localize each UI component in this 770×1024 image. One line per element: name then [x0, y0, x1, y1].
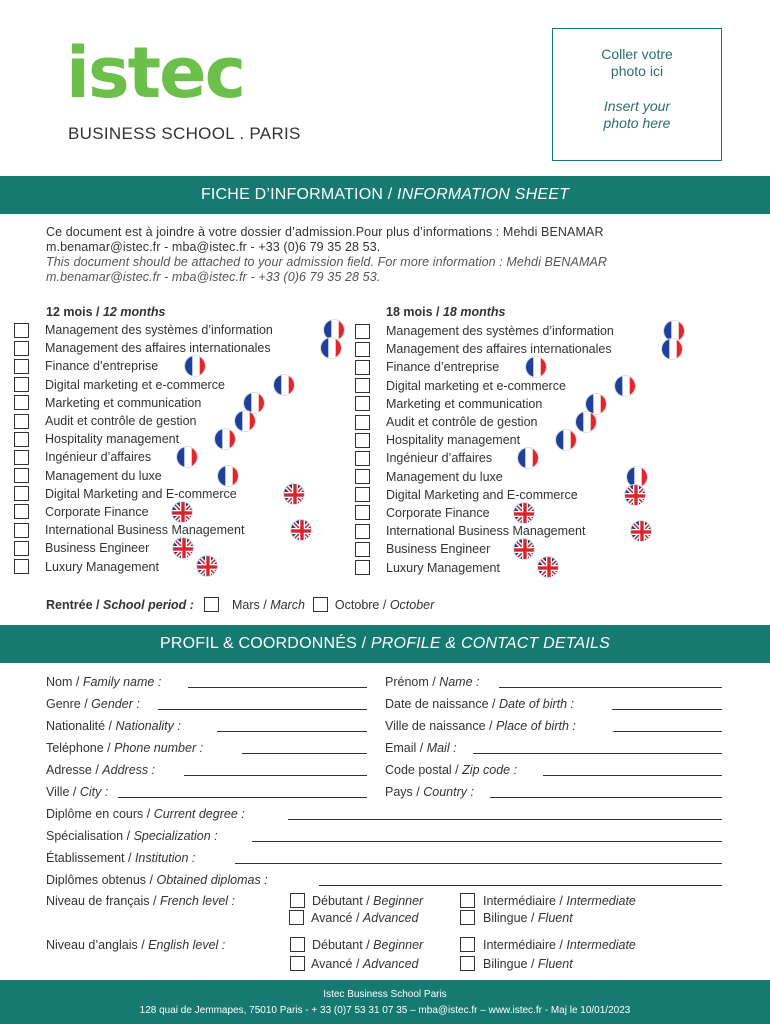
france-flag-icon — [214, 428, 236, 450]
zip-code-input[interactable] — [543, 775, 722, 776]
m18-program-label: Audit et contrôle de gestion — [386, 415, 538, 430]
zip-code-label: Code postal / Zip code : — [385, 763, 518, 777]
m12-program-checkbox[interactable] — [14, 323, 29, 338]
programs-12-list — [14, 321, 354, 576]
current-degree-input[interactable] — [288, 819, 722, 820]
m18-program-row[interactable] — [355, 358, 695, 376]
m12-program-checkbox[interactable] — [14, 523, 29, 538]
m12-program-label: Management du luxe — [45, 468, 162, 483]
m12-program-label: Luxury Management — [45, 559, 159, 574]
m12-program-checkbox[interactable] — [14, 486, 29, 501]
m12-program-row[interactable] — [14, 448, 354, 466]
m12-program-row[interactable] — [14, 485, 354, 503]
nationality-label: Nationalité / Nationality : — [46, 719, 181, 733]
m18-program-row[interactable] — [355, 504, 695, 522]
profile-title-en: PROFILE & CONTACT DETAILS — [370, 635, 611, 652]
m18-program-label: Hospitality management — [386, 433, 521, 448]
m18-program-row[interactable] — [355, 395, 695, 413]
uk-flag-icon — [537, 556, 559, 578]
period-march-label: Mars / March — [231, 597, 305, 612]
period-october-checkbox[interactable] — [313, 597, 328, 612]
english-advanced-label: Avancé / Advanced — [311, 956, 419, 971]
school-period-label: Rentrée / School period : — [46, 597, 194, 612]
m18-program-checkbox[interactable] — [355, 378, 370, 393]
obtained-diplomas-label: Diplômes obtenus / Obtained diplomas : — [46, 873, 268, 887]
french-beginner-checkbox[interactable] — [290, 893, 305, 908]
m18-program-label: Ingénieur d’affaires — [386, 451, 493, 466]
m18-program-checkbox[interactable] — [355, 524, 370, 539]
m12-program-label: International Business Management — [45, 523, 245, 538]
photo-label-fr-1: Coller votre — [601, 46, 673, 62]
logo-subtitle: BUSINESS SCHOOL . PARIS — [68, 124, 301, 143]
photo-label-en-1: Insert your — [603, 98, 671, 114]
france-flag-icon — [320, 337, 342, 359]
english-intermediate-label: Intermédiaire / Intermediate — [483, 937, 636, 952]
france-flag-icon — [575, 411, 597, 433]
french-intermediate-checkbox[interactable] — [460, 893, 475, 908]
english-intermediate-checkbox[interactable] — [460, 937, 475, 952]
country-label: Pays / Country : — [385, 785, 474, 799]
m12-program-checkbox[interactable] — [14, 450, 29, 465]
m12-program-label: Ingénieur d’affaires — [45, 450, 152, 465]
programs-18-list — [355, 322, 695, 577]
m18-program-row[interactable] — [355, 340, 695, 358]
m12-program-row[interactable] — [14, 412, 354, 430]
m12-program-row[interactable] — [14, 539, 354, 557]
country-input[interactable] — [490, 797, 722, 798]
obtained-diplomas-input[interactable] — [319, 885, 722, 886]
m12-program-label: Management des systèmes d’information — [45, 323, 273, 338]
french-level — [46, 893, 746, 933]
french-beginner-label: Débutant / Beginner — [312, 893, 424, 908]
m12-program-checkbox[interactable] — [14, 359, 29, 374]
city-label: Ville / City : — [46, 785, 109, 799]
m18-program-label: Management des systèmes d’information — [386, 324, 614, 339]
uk-flag-icon — [513, 538, 535, 560]
m18-program-label: Business Engineer — [386, 542, 491, 557]
france-flag-icon — [517, 447, 539, 469]
m12-program-checkbox[interactable] — [14, 414, 29, 429]
m18-program-checkbox[interactable] — [355, 560, 370, 575]
m18-program-label: International Business Management — [386, 524, 586, 539]
institution-input[interactable] — [235, 863, 722, 864]
phone-input[interactable] — [242, 753, 367, 754]
m12-program-label: Corporate Finance — [45, 504, 149, 519]
uk-flag-icon — [513, 502, 535, 524]
info-sheet-title-en: INFORMATION SHEET — [397, 186, 570, 203]
school-period — [46, 597, 434, 612]
english-beginner-label: Débutant / Beginner — [312, 937, 424, 952]
english-fluent-label: Bilingue / Fluent — [483, 956, 573, 971]
m18-program-label: Marketing et communication — [386, 396, 543, 411]
france-flag-icon — [273, 374, 295, 396]
uk-flag-icon — [630, 520, 652, 542]
m18-program-checkbox[interactable] — [355, 542, 370, 557]
info-sheet-header — [0, 176, 770, 214]
period-october-label: Octobre / October — [334, 597, 435, 612]
m12-program-row[interactable] — [14, 557, 354, 575]
m12-program-label: Digital marketing et e-commerce — [45, 377, 225, 392]
gender-label: Genre / Gender : — [46, 697, 140, 711]
email-label: Email / Mail : — [385, 741, 457, 755]
gender-input[interactable] — [158, 709, 367, 710]
uk-flag-icon — [171, 501, 193, 523]
m12-program-row[interactable] — [14, 321, 354, 339]
m18-program-label: Finance d’entreprise — [386, 360, 500, 375]
intro-text — [46, 225, 746, 285]
footer-contact-line: 128 quai de Jemmapes, 75010 Paris - + 33 (0)7 53 31 07 35 – mba@istec.fr – www.istec.fr - Maj le 10/01/2023 — [139, 1005, 631, 1016]
nationality-input[interactable] — [217, 731, 367, 732]
m18-program-checkbox[interactable] — [355, 451, 370, 466]
m18-program-checkbox[interactable] — [355, 415, 370, 430]
footer — [0, 980, 770, 1024]
m12-program-checkbox[interactable] — [14, 377, 29, 392]
france-flag-icon — [661, 338, 683, 360]
intro-fr-line1: Ce document est à joindre à votre dossier d’admission.Pour plus d’informations : Mehdi BENAMAR — [46, 225, 604, 239]
m12-program-label: Marketing et communication — [45, 395, 202, 410]
m12-program-checkbox[interactable] — [14, 559, 29, 574]
english-level-label: Niveau d’anglais / English level : — [46, 938, 226, 952]
french-fluent-checkbox[interactable] — [460, 910, 475, 925]
logo — [66, 34, 326, 144]
m12-program-label: Audit et contrôle de gestion — [45, 414, 197, 429]
uk-flag-icon — [196, 555, 218, 577]
m12-program-label: Hospitality management — [45, 432, 180, 447]
m18-program-row[interactable] — [355, 468, 695, 486]
m18-program-checkbox[interactable] — [355, 433, 370, 448]
france-flag-icon — [217, 465, 239, 487]
m18-program-checkbox[interactable] — [355, 469, 370, 484]
m12-program-checkbox[interactable] — [14, 341, 29, 356]
m12-program-checkbox[interactable] — [14, 541, 29, 556]
uk-flag-icon — [283, 483, 305, 505]
programs-18-heading: 18 mois / 18 months — [386, 305, 506, 319]
france-flag-icon — [555, 429, 577, 451]
m12-program-row[interactable] — [14, 376, 354, 394]
uk-flag-icon — [172, 537, 194, 559]
france-flag-icon — [184, 355, 206, 377]
phone-label: Teléphone / Phone number : — [46, 741, 204, 755]
m12-program-row[interactable] — [14, 467, 354, 485]
family-name-label: Nom / Family name : — [46, 675, 162, 689]
birth-place-label: Ville de naissance / Place of birth : — [385, 719, 576, 733]
france-flag-icon — [525, 356, 547, 378]
address-input[interactable] — [184, 775, 367, 776]
birth-date-input[interactable] — [612, 709, 722, 710]
city-input[interactable] — [118, 797, 367, 798]
specialization-label: Spécialisation / Specialization : — [46, 829, 218, 843]
m18-program-checkbox[interactable] — [355, 505, 370, 520]
m12-program-checkbox[interactable] — [14, 504, 29, 519]
intro-en-line2: m.benamar@istec.fr - mba@istec.fr - +33 (0)6 79 35 28 53. — [46, 270, 381, 284]
french-intermediate-label: Intermédiaire / Intermediate — [483, 893, 636, 908]
info-sheet-title-fr: FICHE D’INFORMATION / — [200, 186, 393, 203]
m12-program-row[interactable] — [14, 394, 354, 412]
m18-program-row[interactable] — [355, 377, 695, 395]
m18-program-row[interactable] — [355, 413, 695, 431]
logo-wordmark: istec — [66, 32, 245, 114]
france-flag-icon — [234, 410, 256, 432]
family-name-input[interactable] — [188, 687, 367, 688]
profile-header — [0, 625, 770, 663]
m12-program-checkbox[interactable] — [14, 432, 29, 447]
intro-fr-line2: m.benamar@istec.fr - mba@istec.fr - +33 (0)6 79 35 28 53. — [46, 240, 381, 254]
m18-program-row[interactable] — [355, 322, 695, 340]
email-input[interactable] — [473, 753, 722, 754]
birth-place-input[interactable] — [613, 731, 722, 732]
french-level-label: Niveau de français / French level : — [46, 894, 235, 908]
m18-program-row[interactable] — [355, 558, 695, 576]
intro-en-line1: This document should be attached to your admission field. For more information : Mehdi BENAMAR — [46, 255, 608, 269]
english-beginner-checkbox[interactable] — [290, 937, 305, 952]
uk-flag-icon — [290, 519, 312, 541]
english-level — [46, 937, 746, 977]
m18-program-checkbox[interactable] — [355, 324, 370, 339]
french-advanced-label: Avancé / Advanced — [311, 910, 419, 925]
footer-school-name: Istec Business School Paris — [323, 989, 447, 1000]
profile-title-fr: PROFIL & COORDONNÉS / — [159, 635, 367, 652]
m12-program-label: Management des affaires internationales — [45, 341, 271, 356]
m18-program-checkbox[interactable] — [355, 396, 370, 411]
m18-program-checkbox[interactable] — [355, 342, 370, 357]
specialization-input[interactable] — [252, 841, 722, 842]
m12-program-label: Finance d’entreprise — [45, 359, 159, 374]
photo-label-en-2: photo here — [603, 115, 671, 131]
m18-program-label: Corporate Finance — [386, 505, 490, 520]
m12-program-checkbox[interactable] — [14, 468, 29, 483]
m12-program-label: Digital Marketing and E-commerce — [45, 486, 237, 501]
m18-program-checkbox[interactable] — [355, 487, 370, 502]
address-label: Adresse / Address : — [46, 763, 156, 777]
m18-program-row[interactable] — [355, 540, 695, 558]
programs-12-heading: 12 mois / 12 months — [46, 305, 166, 319]
m18-program-label: Management du luxe — [386, 469, 503, 484]
current-degree-label: Diplôme en cours / Current degree : — [46, 807, 245, 821]
photo-placeholder[interactable] — [552, 28, 722, 161]
institution-label: Établissement / Institution : — [46, 851, 196, 865]
french-advanced-checkbox[interactable] — [289, 910, 304, 925]
photo-label-fr-2: photo ici — [610, 63, 664, 79]
m18-program-label: Management des affaires internationales — [386, 342, 612, 357]
first-name-label: Prénom / Name : — [385, 675, 480, 689]
m12-program-row[interactable] — [14, 357, 354, 375]
first-name-input[interactable] — [499, 687, 722, 688]
french-fluent-label: Bilingue / Fluent — [483, 910, 573, 925]
m12-program-checkbox[interactable] — [14, 395, 29, 410]
period-march-checkbox[interactable] — [204, 597, 219, 612]
m12-program-row[interactable] — [14, 339, 354, 357]
m12-program-label: Business Engineer — [45, 541, 150, 556]
m18-program-checkbox[interactable] — [355, 360, 370, 375]
m18-program-label: Digital marketing et e-commerce — [386, 378, 566, 393]
m18-program-label: Luxury Management — [386, 560, 500, 575]
m18-program-row[interactable] — [355, 449, 695, 467]
m18-program-label: Digital Marketing and E-commerce — [386, 487, 578, 502]
france-flag-icon — [614, 375, 636, 397]
france-flag-icon — [176, 446, 198, 468]
english-advanced-checkbox[interactable] — [290, 956, 305, 971]
birth-date-label: Date de naissance / Date of birth : — [385, 697, 575, 711]
english-fluent-checkbox[interactable] — [460, 956, 475, 971]
uk-flag-icon — [624, 484, 646, 506]
